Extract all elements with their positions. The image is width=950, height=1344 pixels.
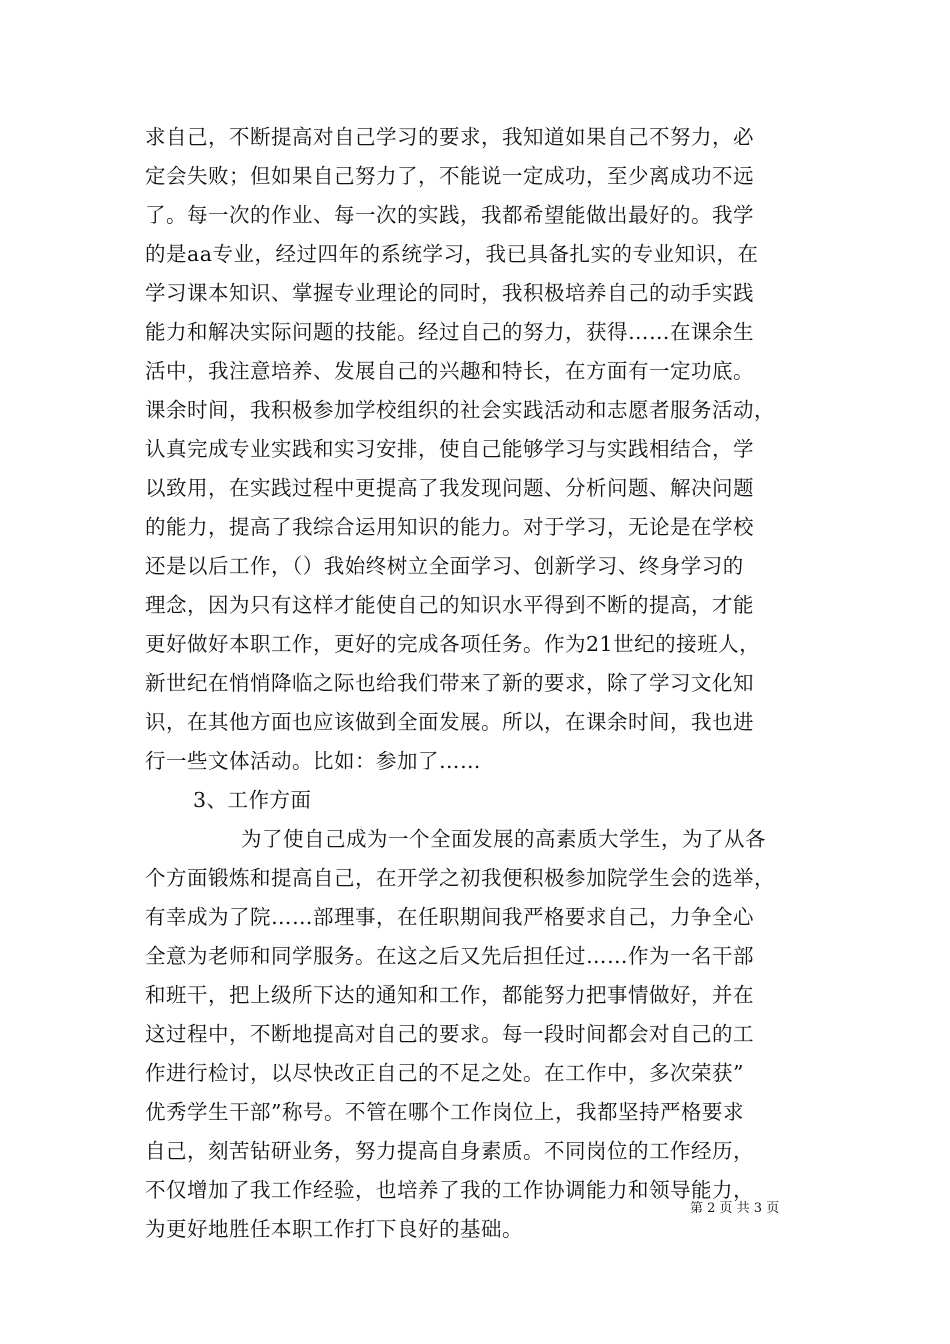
body-line: 课余时间，我积极参加学校组织的社会实践活动和志愿者服务活动， [145, 398, 775, 422]
body-line: 识，在其他方面也应该做到全面发展。所以，在课余时间，我也进 [145, 710, 754, 734]
body-line: 定会失败；但如果自己努力了，不能说一定成功，至少离成功不远 [145, 164, 754, 188]
page-number-footer: 第 2 页 共 3 页 [690, 1201, 780, 1216]
body-line: 为更好地胜任本职工作打下良好的基础。 [145, 1217, 523, 1241]
body-line: 学习课本知识、掌握专业理论的同时，我积极培养自己的动手实践 [145, 281, 754, 305]
body-line: 了。每一次的作业、每一次的实践，我都希望能做出最好的。我学 [145, 203, 754, 227]
body-line: 求自己，不断提高对自己学习的要求，我知道如果自己不努力，必 [145, 125, 754, 149]
section-heading: 3、工作方面 [193, 788, 312, 812]
body-line: 认真完成专业实践和实习安排，使自己能够学习与实践相结合，学 [145, 437, 754, 461]
body-line: 活中，我注意培养、发展自己的兴趣和特长，在方面有一定功底。 [145, 359, 754, 383]
body-line: 个方面锻炼和提高自己，在开学之初我便积极参加院学生会的选举， [145, 866, 775, 890]
body-line: 的是aa专业，经过四年的系统学习，我已具备扎实的专业知识，在 [145, 242, 759, 266]
body-line: 行一些文体活动。比如：参加了…… [145, 749, 481, 773]
body-line: 自己，刻苦钻研业务，努力提高自身素质。不同岗位的工作经历， [145, 1139, 754, 1163]
body-line: 不仅增加了我工作经验，也培养了我的工作协调能力和领导能力， [145, 1178, 754, 1202]
body-line: 为了使自己成为一个全面发展的高素质大学生，为了从各 [241, 827, 766, 851]
body-line: 有幸成为了院……部理事，在任职期间我严格要求自己，力争全心 [145, 905, 754, 929]
body-line: 全意为老师和同学服务。在这之后又先后担任过……作为一名干部 [145, 944, 754, 968]
body-line: 新世纪在悄悄降临之际也给我们带来了新的要求，除了学习文化知 [145, 671, 754, 695]
body-line: 以致用，在实践过程中更提高了我发现问题、分析问题、解决问题 [145, 476, 754, 500]
body-line: 理念，因为只有这样才能使自己的知识水平得到不断的提高，才能 [145, 593, 754, 617]
body-line: 这过程中，不断地提高对自己的要求。每一段时间都会对自己的工 [145, 1022, 754, 1046]
body-line: 作进行检讨，以尽快改正自己的不足之处。在工作中，多次荣获” [145, 1061, 744, 1085]
body-line: 优秀学生干部”称号。不管在哪个工作岗位上，我都坚持严格要求 [145, 1100, 744, 1124]
body-line: 和班干，把上级所下达的通知和工作，都能努力把事情做好，并在 [145, 983, 754, 1007]
body-line: 还是以后工作，（）我始终树立全面学习、创新学习、终身学习的 [145, 554, 744, 578]
body-line: 更好做好本职工作，更好的完成各项任务。作为21世纪的接班人， [145, 632, 761, 656]
body-line: 的能力，提高了我综合运用知识的能力。对于学习，无论是在学校 [145, 515, 754, 539]
body-line: 能力和解决实际问题的技能。经过自己的努力，获得……在课余生 [145, 320, 754, 344]
document-body [145, 118, 815, 1249]
